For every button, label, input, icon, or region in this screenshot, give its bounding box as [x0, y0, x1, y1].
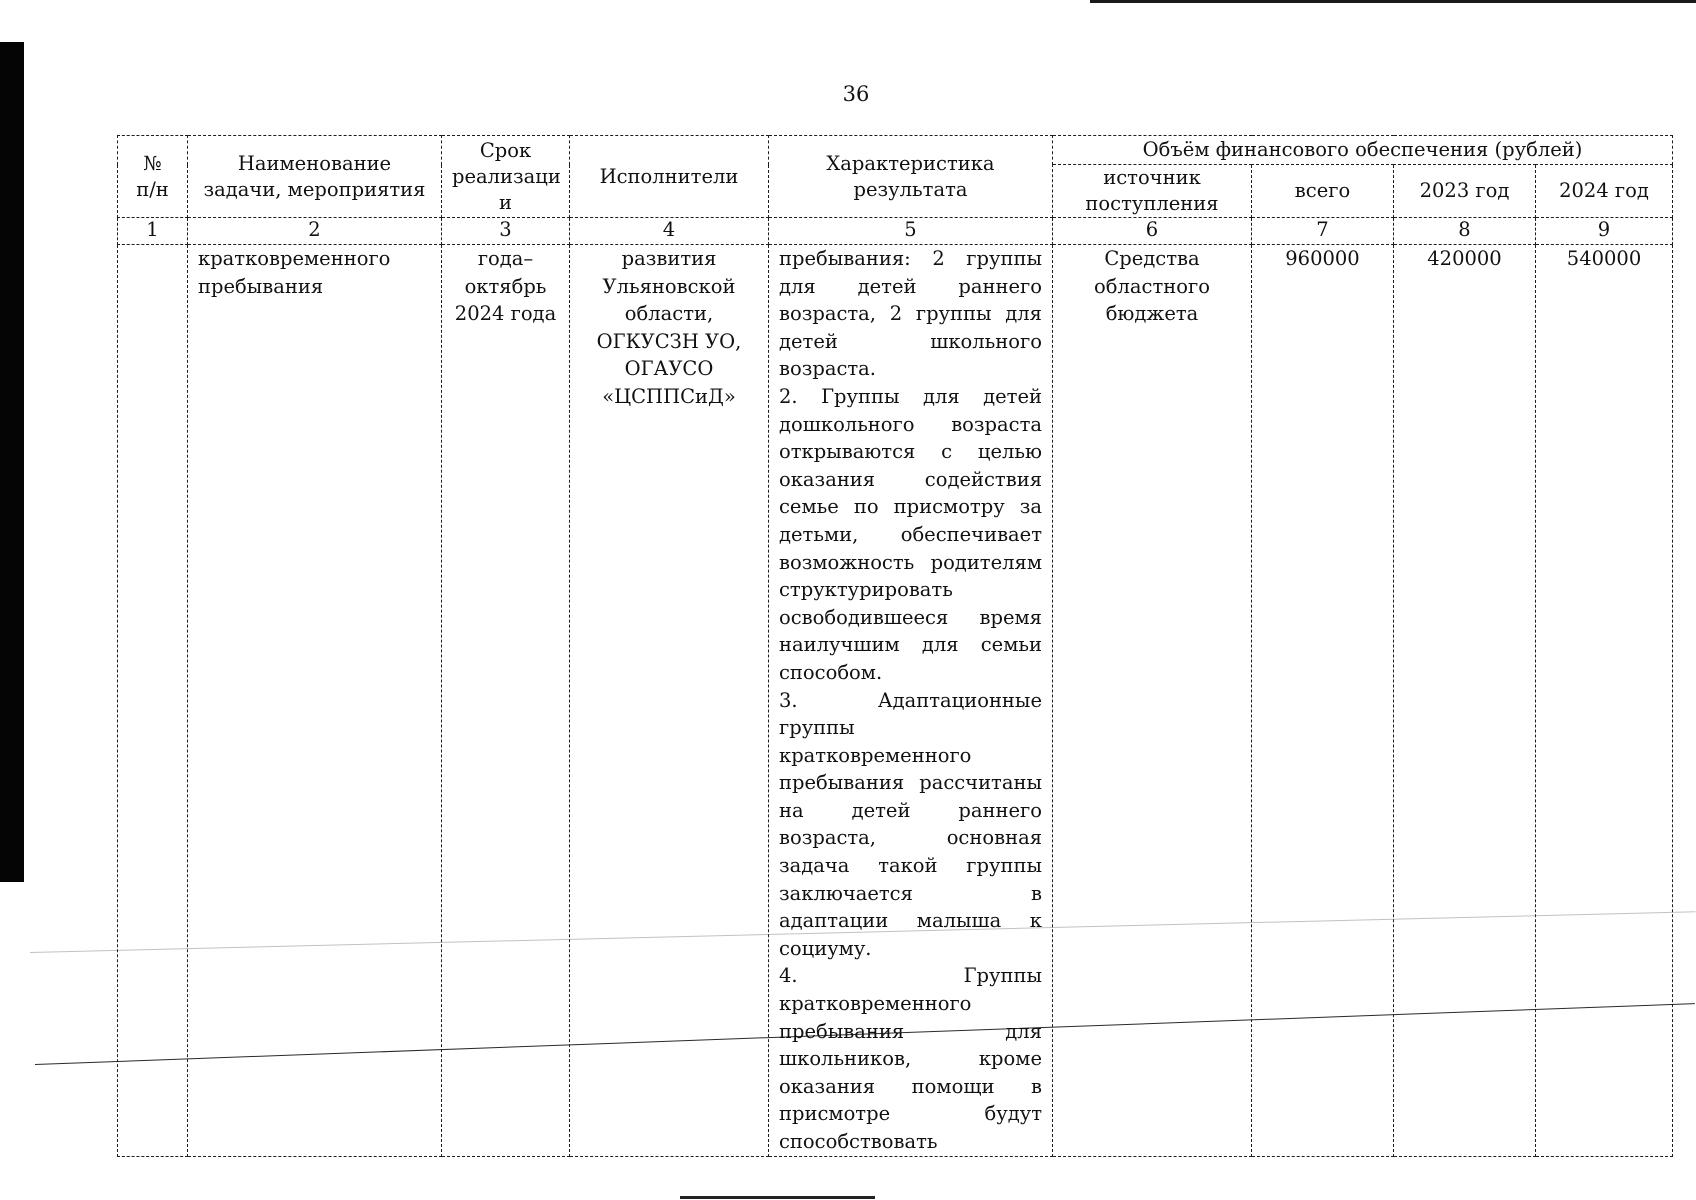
column-number: 4: [570, 218, 769, 245]
column-numbers-row: [118, 218, 1673, 245]
result-paragraph: пребывания: 2 группы для детей раннего возраста, 2 группы для детей школьного возраста.: [779, 247, 1042, 381]
header-num: № п/н: [118, 136, 188, 218]
scan-edge-line: [1090, 0, 1696, 3]
result-paragraph: 2. Группы для детей дошкольного возраста открываются с целью оказания содействия семье по присмотру за детьми, обеспечивает возможность родителям структурировать освободившееся время наилучшим для семьи способом.: [779, 384, 1042, 684]
column-number: 3: [442, 218, 570, 245]
column-number: 2: [188, 218, 442, 245]
header-year-2023: 2023 год: [1394, 165, 1536, 218]
funding-table: [117, 135, 1673, 1157]
column-number: 5: [769, 218, 1053, 245]
cell-source: Средства областного бюджета: [1053, 245, 1252, 1157]
cell-name: кратковременного пребывания: [188, 245, 442, 1157]
scan-edge-line: [680, 1196, 875, 1199]
column-number: 1: [118, 218, 188, 245]
cell-result: [769, 245, 1053, 1157]
header-name: Наименование задачи, мероприятия: [188, 136, 442, 218]
scan-edge-shadow: [0, 42, 24, 882]
cell-year-2024: 540000: [1536, 245, 1673, 1157]
header-result: Характеристика результата: [769, 136, 1053, 218]
header-year-2024: 2024 год: [1536, 165, 1673, 218]
page-number: 36: [842, 82, 870, 106]
column-number: 6: [1053, 218, 1252, 245]
table-row: [118, 245, 1673, 1157]
header-total: всего: [1252, 165, 1394, 218]
cell-term: года– октябрь 2024 года: [442, 245, 570, 1157]
cell-year-2023: 420000: [1394, 245, 1536, 1157]
cell-executors: развития Ульяновской области, ОГКУСЗН УО, ОГАУСО «ЦСППСиД»: [570, 245, 769, 1157]
column-number: 8: [1394, 218, 1536, 245]
column-number: 7: [1252, 218, 1394, 245]
cell-total: 960000: [1252, 245, 1394, 1157]
header-executors: Исполнители: [570, 136, 769, 218]
result-paragraph: 4. Группы кратковременного пребывания для школьников, кроме оказания помощи в присмотре будут способствовать: [779, 964, 1042, 1153]
header-source: источник поступления: [1053, 165, 1252, 218]
result-paragraph: 3. Адаптационные группы кратковременного пребывания рассчитаны на детей раннего возраста, основная задача такой группы заключается в адаптации малыша к социуму.: [779, 688, 1042, 960]
cell-num: [118, 245, 188, 1157]
header-funding-group: Объём финансового обеспечения (рублей): [1053, 136, 1673, 165]
header-term: Срок реализаци и: [442, 136, 570, 218]
column-number: 9: [1536, 218, 1673, 245]
